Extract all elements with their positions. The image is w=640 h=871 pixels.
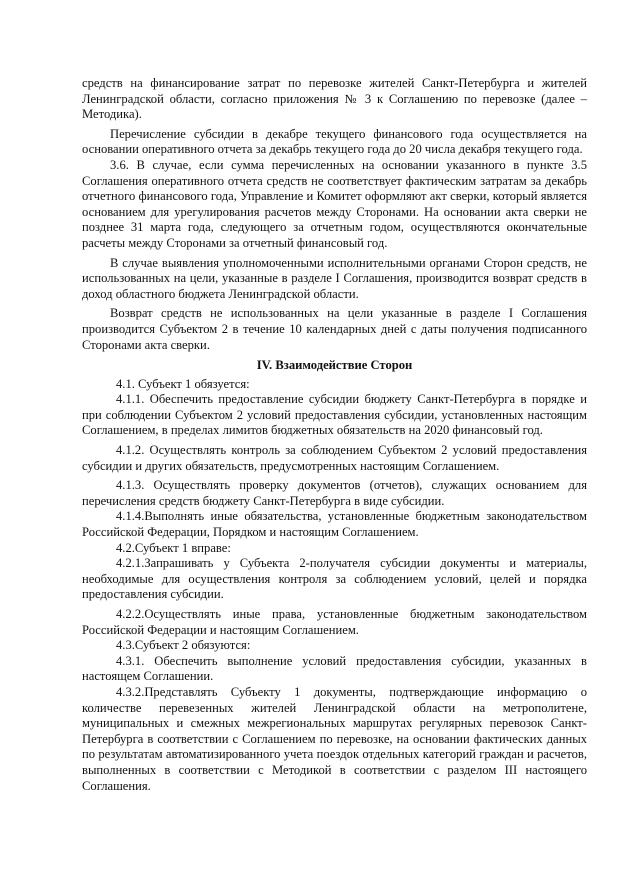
paragraph-funds-return: В случае выявления уполномоченными исполнительными органами Сторон средств, не использованных на цели, указанные в разделе I Соглашения, производится возврат средств в доход областного бюджета Ленинградской области. (82, 255, 587, 301)
document-body (82, 76, 587, 794)
paragraph-methodology: средств на финансирование затрат по перевозке жителей Санкт-Петербурга и жителей Ленинградской области, согласно приложения № 3 к Соглашению по перевозке (далее – Методика). (82, 76, 587, 122)
paragraph-december-transfer: Перечисление субсидии в декабре текущего финансового года осуществляется на основании оперативного отчета за декабрь текущего года до 20 числа декабря текущего года. (82, 126, 587, 157)
clause-4-3-2: 4.3.2.Представлять Субъекту 1 документы, подтверждающие информацию о количестве перевезенных жителей Ленинградской области на метрополитене, муниципальных и смежных межрегиональных маршрутах регулярных перевозок Санкт-Петербурга в соответствии с Соглашением по перевозке, на основании фактических данных по результатам автоматизированного учета поездок отдельных категорий граждан и расчетов, выполненных в соответствии с Методикой в соответствии с разделом III настоящего Соглашения. (82, 684, 587, 793)
clause-4-1-2: 4.1.2. Осуществлять контроль за соблюдением Субъектом 2 условий предоставления субсидии и других обязательств, предусмотренных настоящим Соглашением. (82, 443, 587, 473)
clause-4-3: 4.3.Субъект 2 обязуются: (116, 638, 251, 653)
paragraph-return-deadline: Возврат средств не использованных на цели указанные в разделе I Соглашения производится Субъектом 2 в течение 10 календарных дней с даты получения подписанного Сторонами акта сверки. (82, 306, 587, 352)
clause-4-2-1: 4.2.1.Запрашивать у Субъекта 2-получателя субсидии документы и материалы, необходимые для осуществления контроля за соблюдением условий, целей и порядка предоставления субсидии. (82, 556, 587, 602)
clause-3-6: 3.6. В случае, если сумма перечисленных на основании указанного в пункте 3.5 Соглашения оперативного отчета средств не соответствует фактическим затратам за декабрь отчетного финансового года, Управление и Комитет оформляют акт сверки, который является основанием для урегулирования расчетов между Сторонами. На основании акта сверки не позднее 31 марта года, следующего за отчетным годом, осуществляются окончательные расчеты между Сторонами за отчетный финансовый год. (82, 157, 587, 250)
clause-4-2-2: 4.2.2.Осуществлять иные права, установленные бюджетным законодательством Российской Федерации и настоящим Соглашением. (82, 607, 587, 637)
clause-4-3-1: 4.3.1. Обеспечить выполнение условий предоставления субсидии, указанных в настоящем Соглашении. (82, 653, 587, 684)
clause-4-2: 4.2.Субъект 1 вправе: (116, 540, 231, 555)
section-heading-iv: IV. Взаимодействие Сторон (256, 358, 413, 373)
clause-4-1-3: 4.1.3. Осуществлять проверку документов (отчетов), служащих основанием для перечисления средств бюджету Санкт-Петербурга в виде субсидии. (82, 478, 587, 508)
clause-4-1-1: 4.1.1. Обеспечить предоставление субсидии бюджету Санкт-Петербурга в порядке и при соблюдении Субъектом 2 условий предоставления субсидии, установленных настоящим Соглашением, в пределах лимитов бюджетных обязательств на 2020 финансовый год. (82, 392, 587, 438)
clause-4-1: 4.1. Субъект 1 обязуется: (116, 376, 250, 391)
clause-4-1-4: 4.1.4.Выполнять иные обязательства, установленные бюджетным законодательством Российской Федерации, Порядком и настоящим Соглашением. (82, 509, 587, 540)
